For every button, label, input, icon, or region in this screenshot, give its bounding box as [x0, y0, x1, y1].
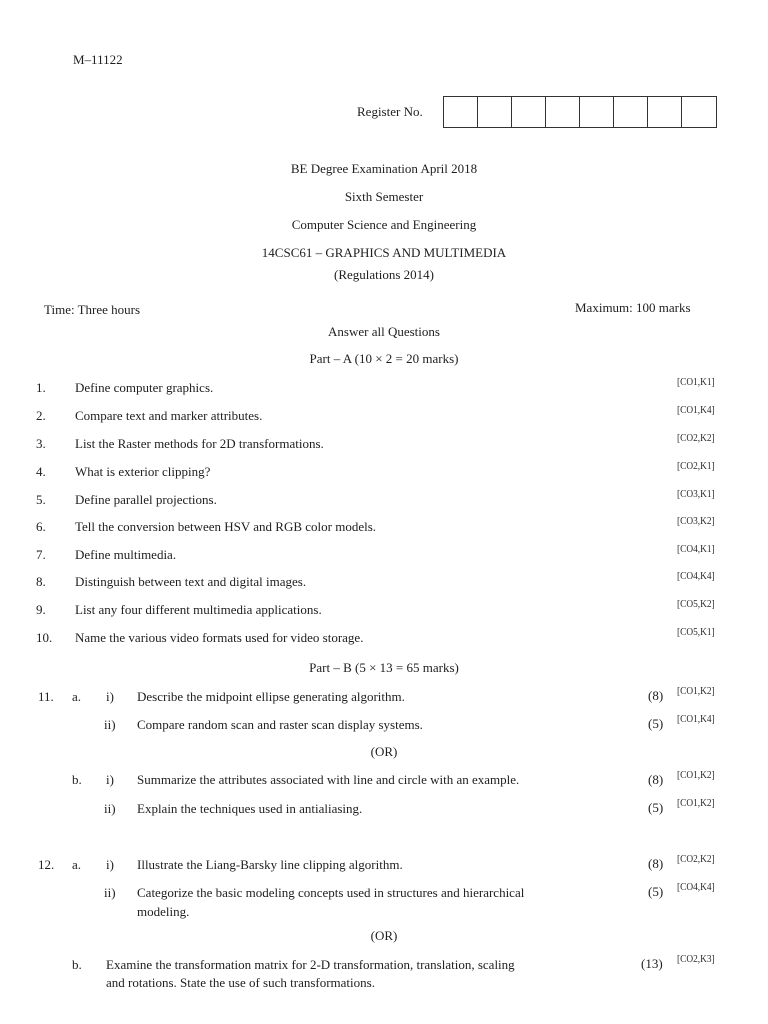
register-label: Register No. — [357, 104, 423, 119]
regulations: (Regulations 2014) — [333, 267, 434, 282]
question-number: 6. — [36, 519, 46, 534]
question-co-code: [CO4,K4] — [677, 570, 715, 582]
question-marks: (8) — [648, 688, 664, 703]
question-number: 3. — [36, 436, 46, 451]
question-text: Compare text and marker attributes. — [75, 408, 263, 423]
question-marks: (5) — [648, 800, 664, 815]
question-number: 7. — [36, 547, 46, 562]
question-number: 2. — [36, 408, 46, 423]
part-label: ii) — [104, 801, 116, 816]
question-text-line: Examine the transformation matrix for 2-D transformation, translation, scaling — [106, 957, 515, 972]
question-co-code: [CO1,K4] — [677, 713, 715, 725]
question-text-line: Categorize the basic modeling concepts used in structures and hierarchical — [137, 885, 525, 900]
part-a-title: Part – A (10 × 2 = 20 marks) — [309, 351, 459, 366]
sub-question-label: a. — [72, 689, 82, 704]
question-text: Define parallel projections. — [75, 492, 217, 507]
department: Computer Science and Engineering — [291, 217, 477, 232]
maximum-marks: Maximum: 100 marks — [575, 300, 691, 315]
semester: Sixth Semester — [344, 189, 424, 204]
question-co-code: [CO1,K1] — [677, 376, 715, 388]
question-text: Define computer graphics. — [75, 380, 214, 395]
register-digit-box — [580, 97, 614, 127]
question-marks: (5) — [648, 716, 664, 731]
question-text: Explain the techniques used in antialiasing. — [137, 801, 363, 816]
part-label: ii) — [104, 717, 116, 732]
question-co-code: [CO4,K4] — [677, 881, 715, 893]
question-co-code: [CO3,K1] — [677, 488, 715, 500]
question-co-code: [CO2,K3] — [677, 953, 715, 965]
register-digit-box — [512, 97, 546, 127]
part-label: ii) — [104, 885, 116, 900]
part-label: i) — [106, 689, 114, 704]
register-digit-box — [478, 97, 512, 127]
question-text: Illustrate the Liang-Barsky line clipping algorithm. — [137, 857, 403, 872]
register-digit-box — [682, 97, 716, 127]
question-co-code: [CO1,K4] — [677, 404, 715, 416]
part-label: i) — [106, 857, 114, 872]
time-allowed: Time: Three hours — [44, 302, 141, 317]
question-co-code: [CO1,K2] — [677, 685, 715, 697]
question-number: 5. — [36, 492, 46, 507]
question-number: 11. — [38, 689, 54, 704]
question-text: Tell the conversion between HSV and RGB color models. — [75, 519, 377, 534]
question-number: 10. — [36, 630, 53, 645]
or-separator: (OR) — [370, 744, 398, 759]
paper-code: M–11122 — [73, 52, 123, 67]
question-co-code: [CO2,K2] — [677, 853, 715, 865]
question-co-code: [CO2,K2] — [677, 432, 715, 444]
question-text-line: and rotations. State the use of such transformations. — [106, 975, 375, 990]
question-text: Compare random scan and raster scan display systems. — [137, 717, 423, 732]
question-text-line: modeling. — [137, 904, 190, 919]
question-text: List the Raster methods for 2D transformations. — [75, 436, 324, 451]
question-text: List any four different multimedia applications. — [75, 602, 322, 617]
register-digit-box — [648, 97, 682, 127]
question-number: 9. — [36, 602, 46, 617]
question-co-code: [CO5,K1] — [677, 626, 715, 638]
question-text: What is exterior clipping? — [75, 464, 211, 479]
question-text: Describe the midpoint ellipse generating algorithm. — [137, 689, 405, 704]
question-text: Distinguish between text and digital images. — [75, 574, 307, 589]
exam-title: BE Degree Examination April 2018 — [290, 161, 478, 176]
sub-question-label: b. — [72, 957, 82, 972]
register-digit-box — [444, 97, 478, 127]
question-text: Summarize the attributes associated with line and circle with an example. — [137, 772, 520, 787]
question-marks: (5) — [648, 884, 664, 899]
sub-question-label: a. — [72, 857, 82, 872]
question-co-code: [CO4,K1] — [677, 543, 715, 555]
question-co-code: [CO5,K2] — [677, 598, 715, 610]
question-marks: (8) — [648, 772, 664, 787]
part-b-title: Part – B (5 × 13 = 65 marks) — [309, 660, 459, 675]
or-separator: (OR) — [370, 928, 398, 943]
register-number-boxes — [443, 96, 717, 128]
register-digit-box — [614, 97, 648, 127]
question-co-code: [CO3,K2] — [677, 515, 715, 527]
question-text: Define multimedia. — [75, 547, 177, 562]
part-label: i) — [106, 772, 114, 787]
course-title: 14CSC61 – GRAPHICS AND MULTIMEDIA — [261, 245, 507, 260]
instruction: Answer all Questions — [328, 324, 440, 339]
register-digit-box — [546, 97, 580, 127]
question-co-code: [CO1,K2] — [677, 769, 715, 781]
question-number: 8. — [36, 574, 46, 589]
question-co-code: [CO2,K1] — [677, 460, 715, 472]
question-marks: (8) — [648, 856, 664, 871]
question-number: 1. — [36, 380, 46, 395]
question-co-code: [CO1,K2] — [677, 797, 715, 809]
question-number: 12. — [38, 857, 55, 872]
question-number: 4. — [36, 464, 46, 479]
question-marks: (13) — [641, 956, 663, 971]
question-text: Name the various video formats used for video storage. — [75, 630, 364, 645]
sub-question-label: b. — [72, 772, 82, 787]
